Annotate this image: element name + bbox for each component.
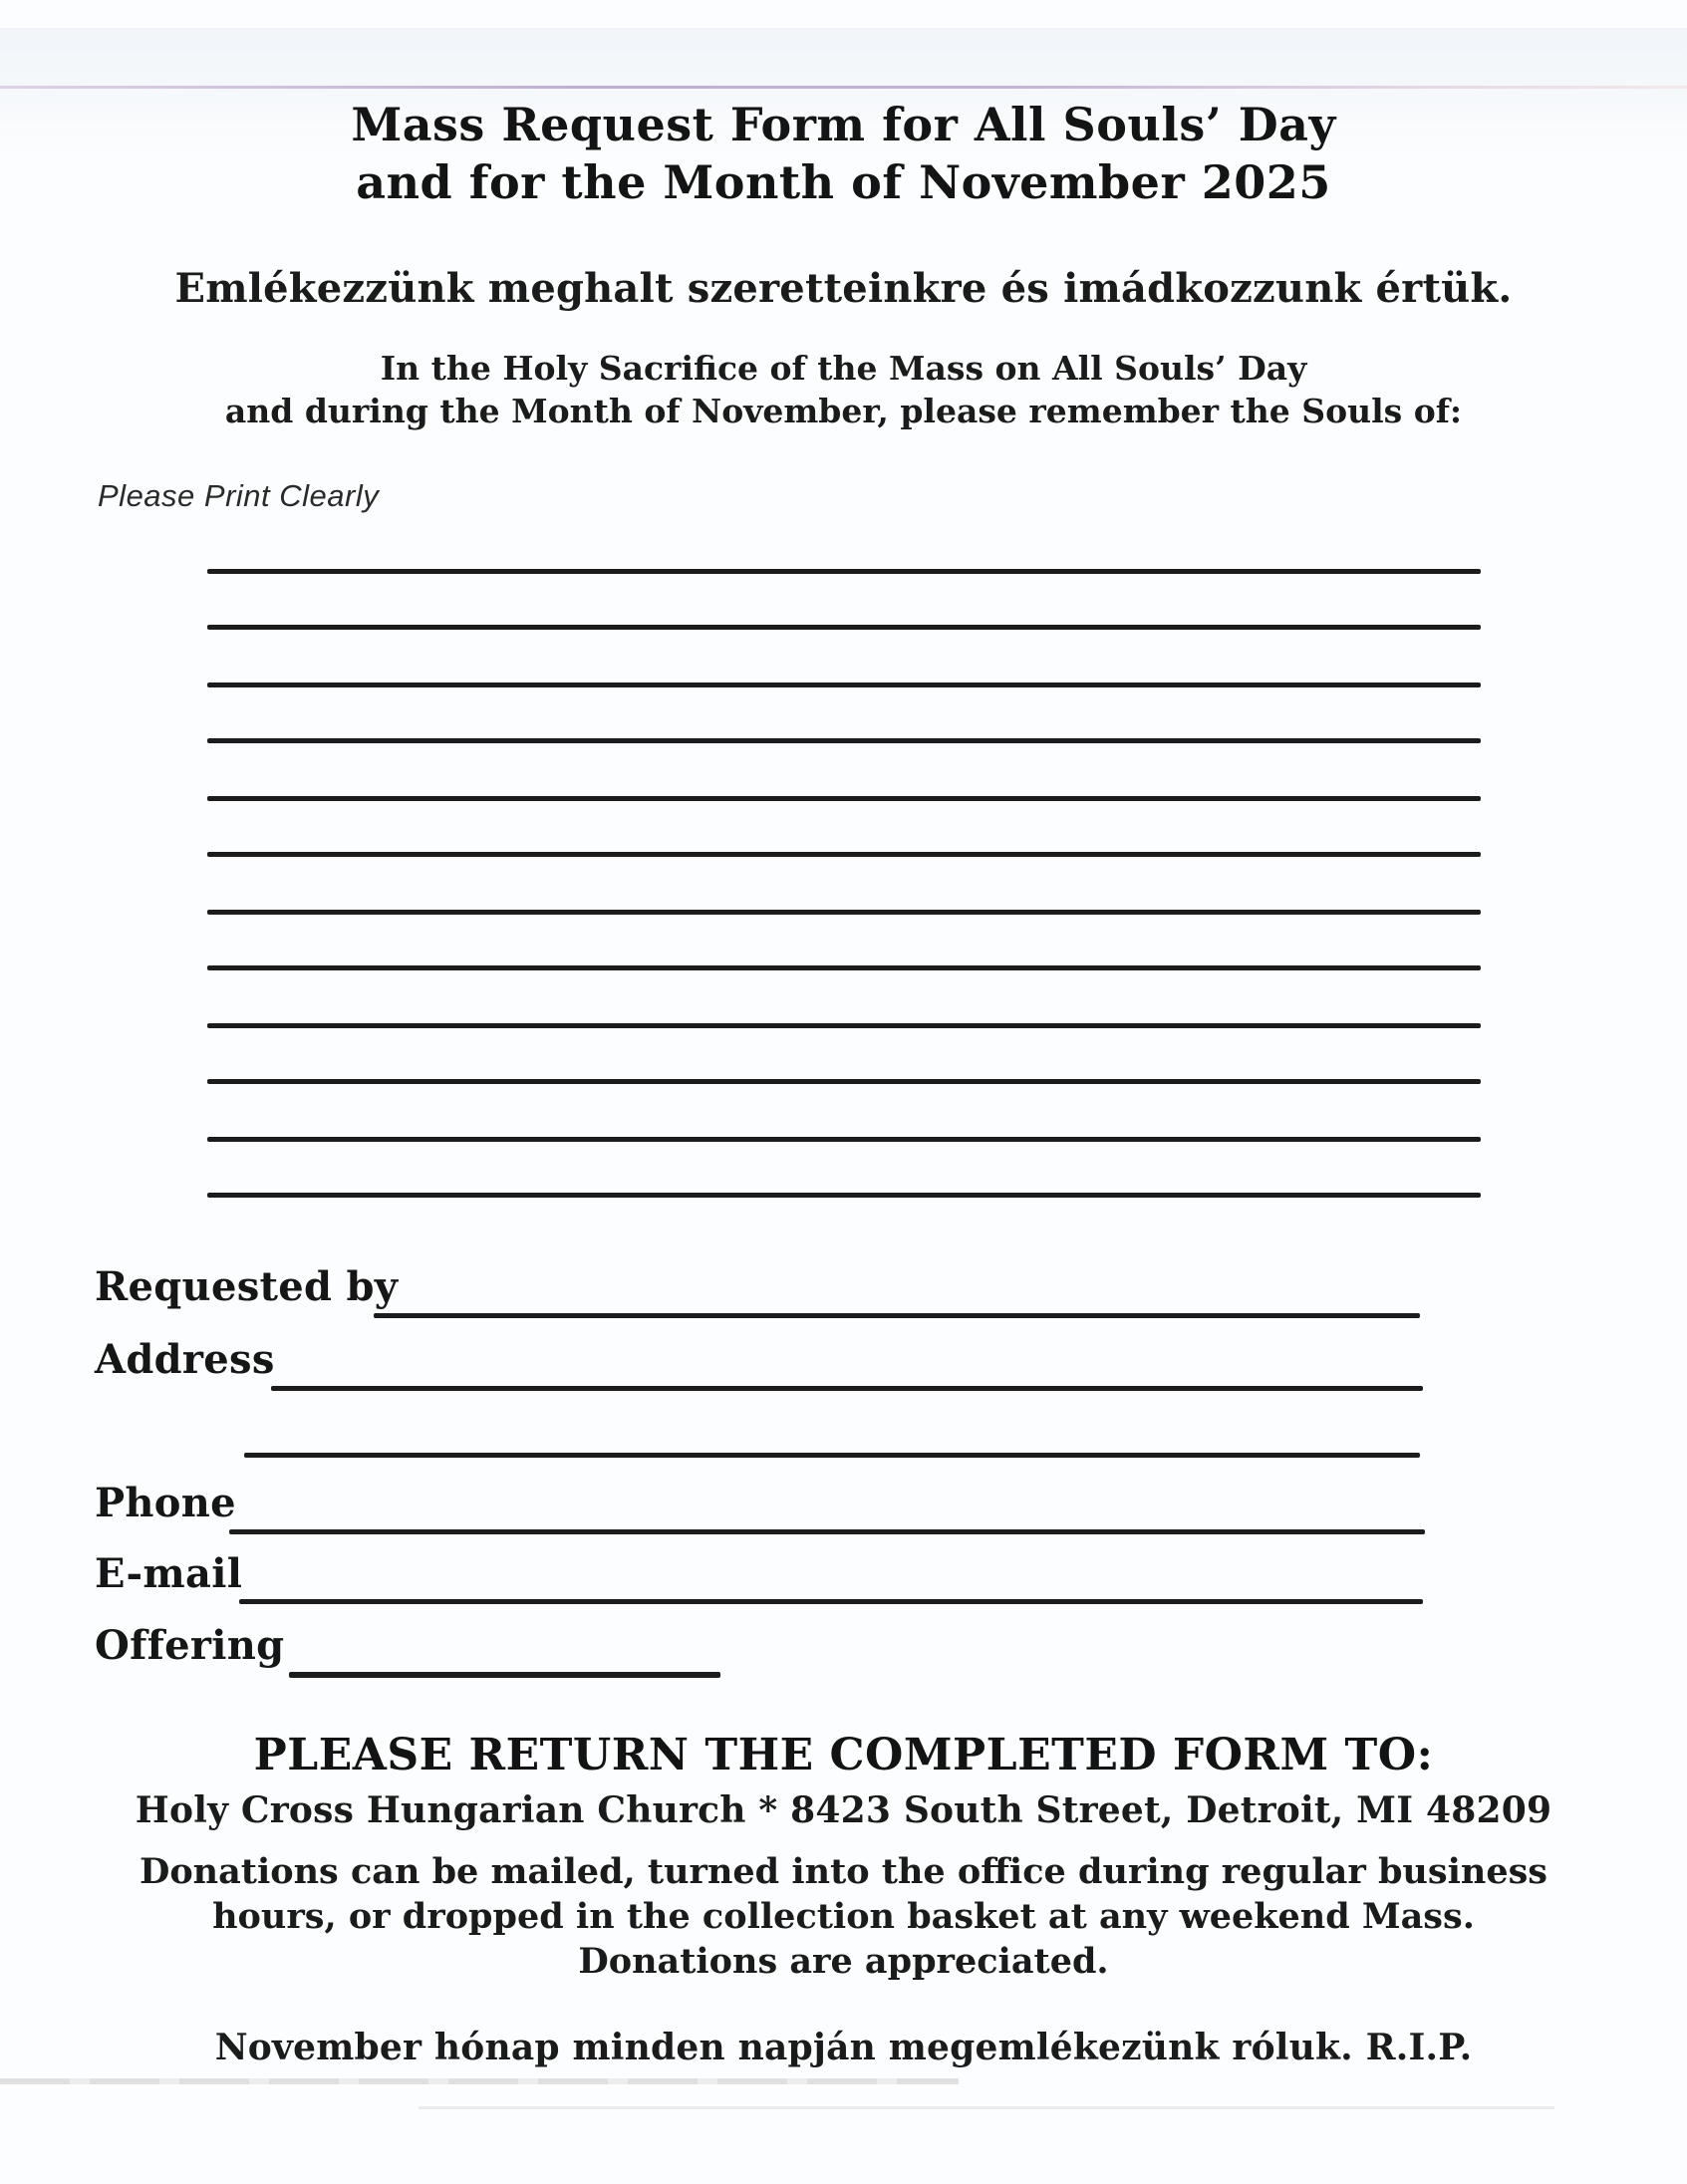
form-title bbox=[0, 96, 1687, 211]
instruction-text bbox=[0, 347, 1687, 432]
offering-label: Offering bbox=[95, 1622, 285, 1669]
offering-blank-line bbox=[289, 1672, 720, 1678]
name-line bbox=[207, 965, 1481, 970]
name-line bbox=[207, 625, 1481, 630]
phone-label: Phone bbox=[95, 1480, 236, 1526]
name-line bbox=[207, 1193, 1481, 1198]
hungarian-subtitle: Emlékezzünk meghalt szeretteinkre és imádkozzunk értük. bbox=[174, 265, 1513, 312]
form-title-line2: and for the Month of November 2025 bbox=[356, 155, 1331, 209]
requested-by-blank-line bbox=[374, 1313, 1420, 1318]
name-line bbox=[207, 910, 1481, 915]
scan-artifact-streak bbox=[0, 2078, 959, 2084]
email-label: E-mail bbox=[95, 1550, 243, 1597]
instruction-line1: In the Holy Sacrifice of the Mass on All Souls’ Day bbox=[380, 349, 1307, 388]
memorial-note: November hónap minden napján megemlékezünk róluk. R.I.P. bbox=[214, 2027, 1473, 2068]
name-line bbox=[207, 1023, 1481, 1028]
phone-blank-line bbox=[229, 1529, 1425, 1534]
scan-artifact-streak bbox=[419, 2106, 1554, 2109]
church-address: Holy Cross Hungarian Church * 8423 South Street, Detroit, MI 48209 bbox=[135, 1789, 1552, 1831]
requested-by-label: Requested by bbox=[95, 1263, 399, 1310]
name-line bbox=[207, 852, 1481, 857]
name-line bbox=[207, 1079, 1481, 1084]
name-line bbox=[207, 682, 1481, 687]
print-clearly-hint: Please Print Clearly bbox=[98, 478, 380, 513]
name-line bbox=[207, 796, 1481, 801]
donation-note-line1: Donations can be mailed, turned into the office during regular business bbox=[139, 1851, 1548, 1892]
address-label: Address bbox=[95, 1336, 275, 1383]
donation-note-line2: hours, or dropped in the collection basket at any weekend Mass. bbox=[212, 1896, 1475, 1937]
address-blank-line-2 bbox=[244, 1453, 1420, 1458]
donation-note-line3: Donations are appreciated. bbox=[578, 1941, 1109, 1982]
email-blank-line bbox=[239, 1599, 1423, 1604]
form-title-line1: Mass Request Form for All Souls’ Day bbox=[351, 98, 1336, 151]
souls-name-lines bbox=[207, 568, 1481, 1249]
name-line bbox=[207, 738, 1481, 743]
name-line bbox=[207, 569, 1481, 574]
return-heading: PLEASE RETURN THE COMPLETED FORM TO: bbox=[253, 1730, 1434, 1780]
name-line bbox=[207, 1137, 1481, 1142]
address-blank-line bbox=[271, 1386, 1423, 1391]
instruction-line2: and during the Month of November, please remember the Souls of: bbox=[224, 392, 1463, 430]
scan-divider-line bbox=[0, 86, 1687, 89]
donation-note bbox=[0, 1849, 1687, 1984]
